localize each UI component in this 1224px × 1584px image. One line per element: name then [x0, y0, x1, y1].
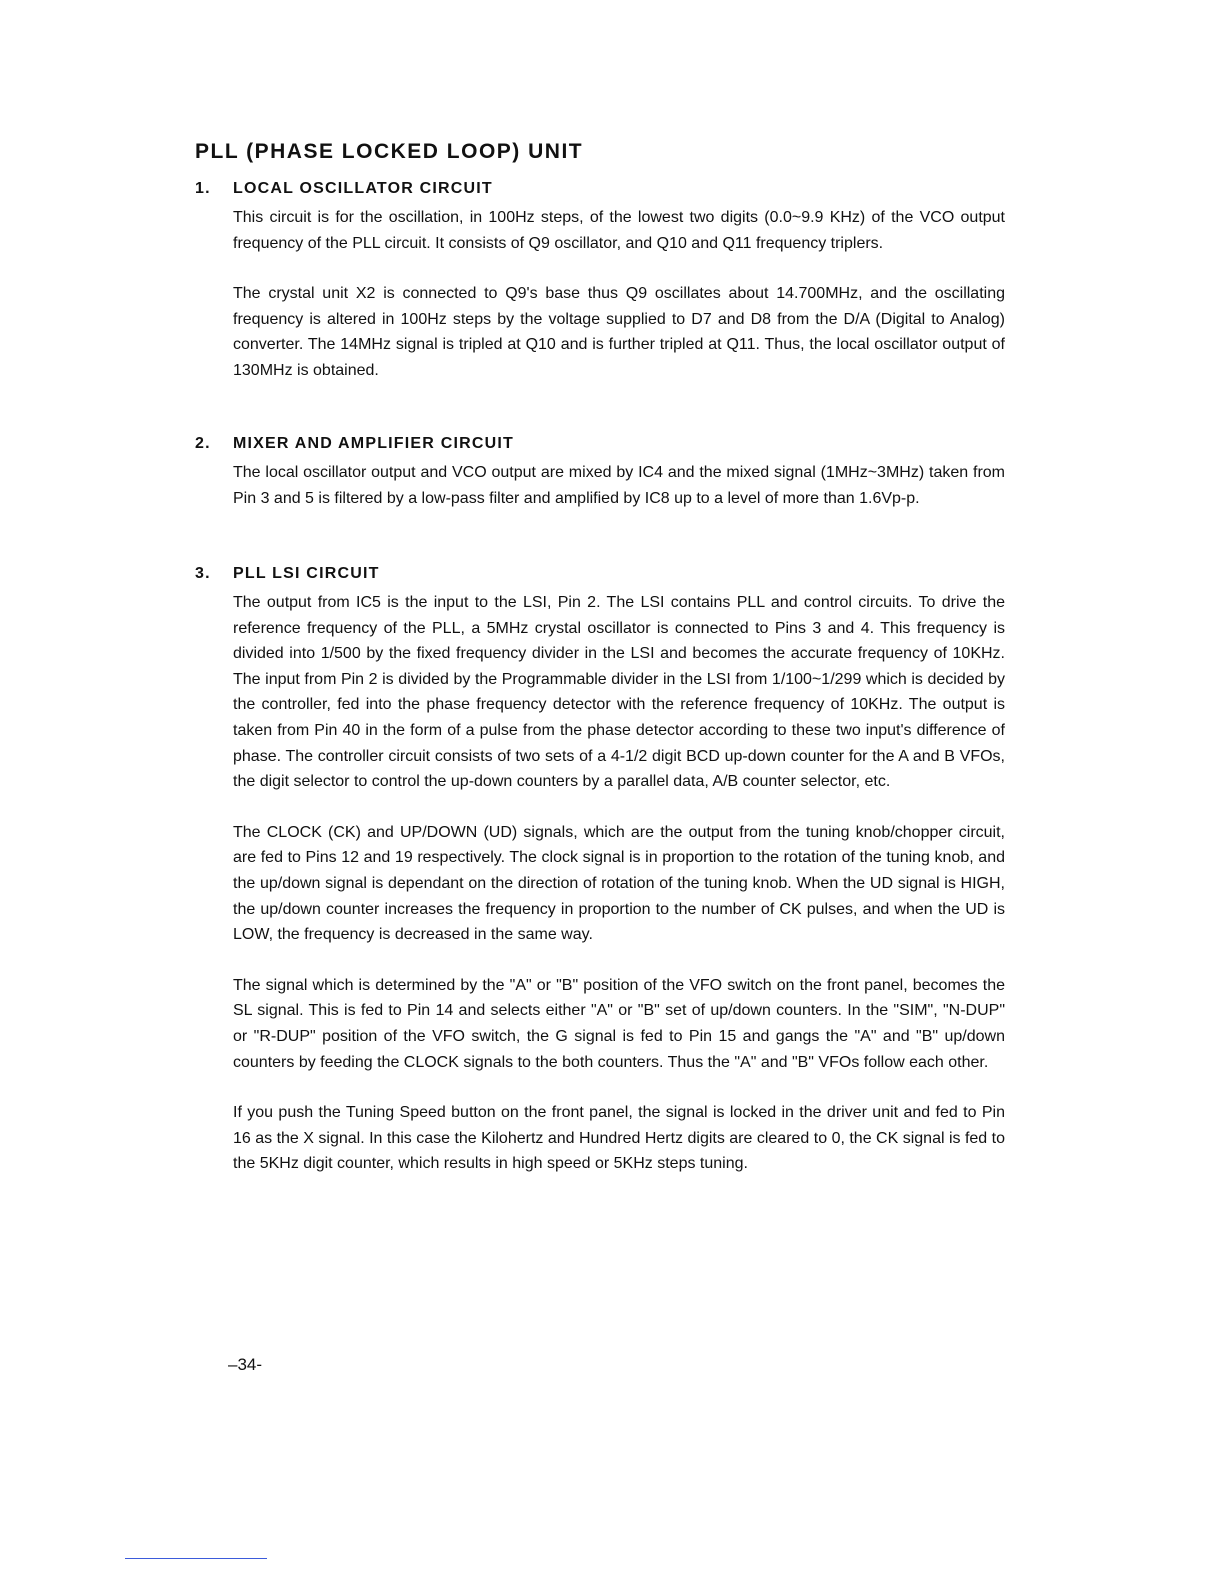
paragraph: The local oscillator output and VCO output are mixed by IC4 and the mixed signal (1MHz~3MHz) taken from Pin 3 and 5 is filtered by a low-pass filter and amplified by IC8 up to a level of more than 1.6Vp-p.: [233, 464, 1005, 507]
paragraph: If you push the Tuning Speed button on the front panel, the signal is locked in the driver unit and fed to Pin 16 as the X signal. In this case the Kilohertz and Hundred Hertz digits are cleared to 0, the CK signal is fed to the 5KHz digit counter, which results in high speed or 5KHz steps tuning.: [233, 1104, 1005, 1173]
section-number: 3.: [195, 565, 211, 582]
paragraph: The output from IC5 is the input to the LSI, Pin 2. The LSI contains PLL and control circuits. To drive the reference frequency of the PLL, a 5MHz crystal oscillator is connected to Pins 3 and 4. This frequency is divided into 1/500 by the fixed frequency divider in the LSI and becomes the accurate frequency of 10KHz. The input from Pin 2 is divided by the Programmable divider in the LSI from 1/100~1/299 which is decided by the controller, fed into the phase frequency detector with the reference frequency of 10KHz. The output is taken from Pin 40 in the form of a pulse from the phase detector according to these two input's difference of phase. The controller circuit consists of two sets of a 4-1/2 digit BCD up-down counter for the A and B VFOs, the digit selector to control the up-down counters by a parallel data, A/B counter selector, etc.: [233, 594, 1005, 791]
section-pll-lsi: [195, 562, 1010, 1177]
section-heading: [195, 562, 1010, 586]
section-title: MIXER AND AMPLIFIER CIRCUIT: [233, 435, 514, 452]
section-heading: [195, 432, 1010, 456]
section-number: 2.: [195, 435, 211, 452]
paragraph: This circuit is for the oscillation, in 100Hz steps, of the lowest two digits (0.0~9.9 KHz) of the VCO output frequency of the PLL circuit. It consists of Q9 oscillator, and Q10 and Q11 frequency triplers.: [233, 209, 1005, 252]
paragraph: The signal which is determined by the "A" or "B" position of the VFO switch on the front panel, becomes the SL signal. This is fed to Pin 14 and selects either "A" or "B" set of up/down counters. In the "SIM", "N-DUP" or "R-DUP" position of the VFO switch, the G signal is fed to Pin 15 and gangs the "A" and "B" up/down counters by feeding the CLOCK signals to the both counters. Thus the "A" and "B" VFOs follow each other.: [233, 976, 1005, 1071]
section-heading: [195, 177, 1010, 201]
section-title: PLL LSI CIRCUIT: [233, 565, 380, 582]
section-local-oscillator: [195, 177, 1010, 384]
page-number: –34-: [228, 1355, 263, 1374]
page-title: PLL (PHASE LOCKED LOOP) UNIT: [195, 140, 584, 163]
paragraph: The CLOCK (CK) and UP/DOWN (UD) signals, which are the output from the tuning knob/chopper circuit, are fed to Pins 12 and 19 respectively. The clock signal is in proportion to the rotation of the tuning knob, and the up/down signal is dependant on the direction of rotation of the tuning knob. When the UD signal is HIGH, the up/down counter increases the frequency in proportion to the number of CK pulses, and when the UD is LOW, the frequency is decreased in the same way.: [233, 823, 1005, 944]
section-title: LOCAL OSCILLATOR CIRCUIT: [233, 180, 493, 197]
bottom-divider: [125, 1558, 267, 1559]
paragraph: The crystal unit X2 is connected to Q9's base thus Q9 oscillates about 14.700MHz, and the oscillating frequency is altered in 100Hz steps by the voltage supplied to D7 and D8 from the D/A (Digital to Analog) converter. The 14MHz signal is tripled at Q10 and is further tripled at Q11. Thus, the local oscillator output of 130MHz is obtained.: [233, 285, 1005, 379]
section-mixer-amplifier: [195, 432, 1010, 511]
section-number: 1.: [195, 180, 211, 197]
